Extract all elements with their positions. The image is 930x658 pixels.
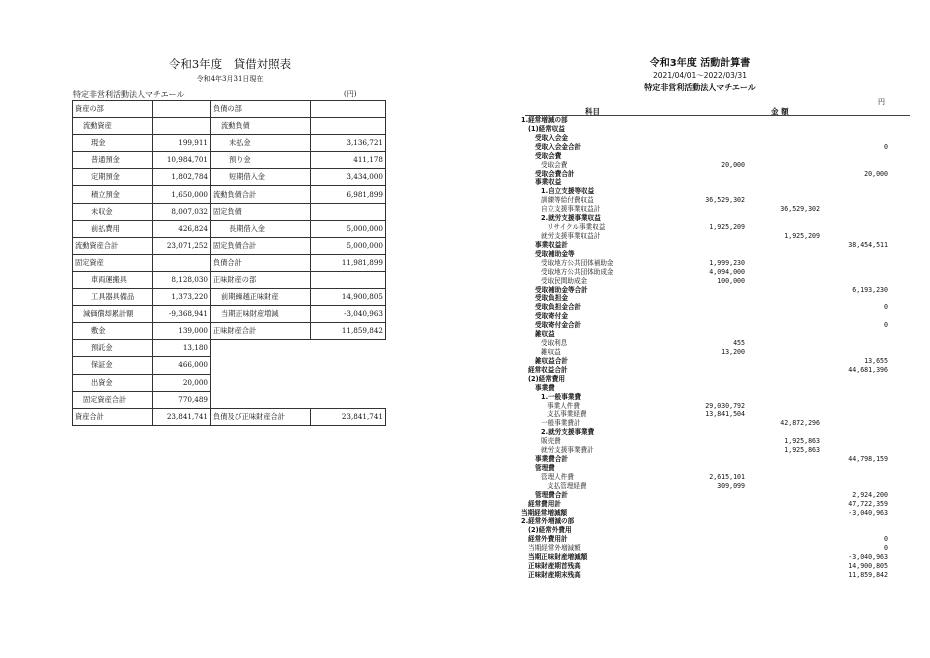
activity-amount: 36,529,302 <box>705 196 745 205</box>
activity-amount: 1,925,209 <box>709 223 745 232</box>
activity-item-label: 支払管理経費 <box>547 481 587 490</box>
activity-item-label: 受取寄付金合計 <box>535 321 582 330</box>
blank-cell <box>211 357 386 374</box>
activity-amount: 36,529,302 <box>780 205 820 214</box>
activity-item-label: 当期経常増減額 <box>521 508 568 517</box>
activity-item-label: 雑収益 <box>541 347 561 356</box>
activity-amount: 309,099 <box>717 481 745 490</box>
amount-value: 770,489 <box>153 391 211 408</box>
activity-row <box>495 553 915 562</box>
activity-amount: 14,900,805 <box>848 562 888 571</box>
balance-sheet-page <box>30 20 430 640</box>
amount-value: 23,841,741 <box>311 408 386 425</box>
balance-sheet-row <box>73 220 386 237</box>
activity-row <box>495 384 915 393</box>
activity-item-label: リサイクル事業収益 <box>547 223 606 232</box>
amount-value: -3,040,963 <box>311 306 386 323</box>
amount-value: 139,000 <box>153 323 211 340</box>
activity-row <box>495 259 915 268</box>
activity-item-label: 管理費 <box>535 463 555 472</box>
activity-amount: 20,000 <box>721 160 745 169</box>
account-name: 前払費用 <box>73 220 153 237</box>
amount-value: 199,911 <box>153 135 211 152</box>
activity-item-label: 雑収益合計 <box>535 356 568 365</box>
account-name: 資産合計 <box>73 408 153 425</box>
account-name: 未収金 <box>73 203 153 220</box>
activity-row <box>495 357 915 366</box>
account-name: 流動資産 <box>73 118 153 135</box>
amount-value: 3,136,721 <box>311 135 386 152</box>
amount-value: 426,824 <box>153 220 211 237</box>
account-name: 敷金 <box>73 323 153 340</box>
activity-amount: 1,925,863 <box>784 446 820 455</box>
activity-statement-page <box>495 20 915 640</box>
activity-amount: 0 <box>884 142 888 151</box>
activity-row <box>495 348 915 357</box>
blank-cell <box>211 374 386 391</box>
account-name: 資産の部 <box>73 101 153 118</box>
activity-item-label: 経常収益合計 <box>528 365 568 374</box>
activity-item-label: 受取補助金等合計 <box>535 285 588 294</box>
activity-amount: 0 <box>884 321 888 330</box>
activity-statement-period: 2021/04/01～2022/03/31 <box>653 71 747 80</box>
activity-item-label: (2)経常外費用 <box>528 526 572 535</box>
amount-value: 20,000 <box>153 374 211 391</box>
amount-value <box>311 271 386 288</box>
activity-row <box>495 268 915 277</box>
activity-amount: 0 <box>884 303 888 312</box>
account-name: 負債及び正味財産合計 <box>211 408 311 425</box>
activity-amount: 1,999,230 <box>709 258 745 267</box>
account-name: 負債の部 <box>211 101 311 118</box>
account-name: 長期借入金 <box>211 220 311 237</box>
activity-item-label: 受取地方公共団体補助金 <box>541 258 614 267</box>
activity-amount: 13,655 <box>864 356 888 365</box>
activity-item-label: 自立支援事業収益計 <box>541 205 601 214</box>
balance-sheet-row <box>73 306 386 323</box>
activity-row <box>495 214 915 223</box>
balance-sheet-row <box>73 152 386 169</box>
amount-value: 5,000,000 <box>311 220 386 237</box>
activity-row <box>495 205 915 214</box>
activity-amount: 47,722,359 <box>848 499 888 508</box>
balance-sheet-table <box>72 100 386 426</box>
account-name: 現金 <box>73 135 153 152</box>
activity-item-label: 就労支援事業費計 <box>541 446 594 455</box>
activity-amount: 1,925,863 <box>784 437 820 446</box>
activity-row <box>495 161 915 170</box>
balance-sheet-title: 令和3年度 貸借対照表 <box>168 57 292 71</box>
activity-amount: -3,040,963 <box>848 508 888 517</box>
activity-amount: 44,681,396 <box>848 365 888 374</box>
activity-row <box>495 571 915 580</box>
activity-row <box>495 241 915 250</box>
activity-amount: 13,200 <box>721 347 745 356</box>
account-name: 流動負債 <box>211 118 311 135</box>
activity-item-label: 1.経常増減の部 <box>521 116 568 124</box>
activity-row <box>495 339 915 348</box>
activity-row <box>495 152 915 161</box>
activity-item-label: 受取民間助成金 <box>541 276 588 285</box>
amount-value: 8,128,030 <box>153 271 211 288</box>
activity-item-label: 2.就労支援事業費 <box>541 428 595 437</box>
balance-sheet-row <box>73 374 386 391</box>
amount-value: 14,900,805 <box>311 289 386 306</box>
balance-sheet-row <box>73 237 386 254</box>
account-name: 積立預金 <box>73 186 153 203</box>
activity-item-label: 正味財産期末残高 <box>528 571 581 580</box>
activity-row <box>495 250 915 259</box>
activity-row <box>495 366 915 375</box>
account-name: 固定負債 <box>211 203 311 220</box>
activity-row <box>495 312 915 321</box>
amount-value: 23,841,741 <box>153 408 211 425</box>
account-name: 正味財産の部 <box>211 271 311 288</box>
activity-amount: 6,193,230 <box>852 285 888 294</box>
activity-row <box>495 500 915 509</box>
activity-item-label: 受取会費 <box>535 151 562 160</box>
activity-row <box>495 393 915 402</box>
activity-item-label: 受取入会金合計 <box>535 142 582 151</box>
activity-amount: 455 <box>733 339 745 348</box>
activity-row <box>495 491 915 500</box>
account-name: 工具器具備品 <box>73 289 153 306</box>
activity-item-label: 支払事業経費 <box>547 410 587 419</box>
activity-item-label: (1)経常収益 <box>528 124 565 133</box>
balance-sheet-row <box>73 118 386 135</box>
balance-sheet-row <box>73 203 386 220</box>
activity-item-label: 管理費合計 <box>535 490 568 499</box>
activity-row <box>495 410 915 419</box>
activity-amount: 44,798,159 <box>848 455 888 464</box>
activity-item-label: 経常外費用計 <box>528 535 568 544</box>
amount-value: 6,981,899 <box>311 186 386 203</box>
amount-value <box>153 254 211 271</box>
activity-row <box>495 125 915 134</box>
activity-item-label: 就労支援事業収益計 <box>541 231 601 240</box>
activity-row <box>495 482 915 491</box>
activity-item-label: 正味財産期首残高 <box>528 562 581 571</box>
activity-row <box>495 134 915 143</box>
account-name: 未払金 <box>211 135 311 152</box>
account-name: 普通預金 <box>73 152 153 169</box>
activity-row <box>495 428 915 437</box>
amount-value: -9,368,941 <box>153 306 211 323</box>
amount-value: 1,373,220 <box>153 289 211 306</box>
header-amount: 金 額 <box>771 107 789 116</box>
activity-amount: 2,924,200 <box>852 490 888 499</box>
amount-value: 13,180 <box>153 340 211 357</box>
balance-sheet-row <box>73 408 386 425</box>
activity-amount: 38,454,511 <box>848 240 888 249</box>
activity-item-label: 受取入会金 <box>535 133 568 142</box>
amount-value <box>153 101 211 118</box>
activity-item-label: 受取補助金等 <box>535 249 575 258</box>
activity-amount: 11,859,842 <box>848 571 888 580</box>
amount-value: 411,178 <box>311 152 386 169</box>
activity-item-label: 2.就労支援事業収益 <box>541 214 601 223</box>
activity-row <box>495 562 915 571</box>
activity-row <box>495 535 915 544</box>
account-name: 車両運搬具 <box>73 271 153 288</box>
activity-item-label: 1.一般事業費 <box>541 392 582 401</box>
balance-sheet-row <box>73 186 386 203</box>
activity-item-label: 受取負担金合計 <box>535 303 582 312</box>
amount-value: 1,650,000 <box>153 186 211 203</box>
balance-sheet-row <box>73 289 386 306</box>
account-name: 正味財産合計 <box>211 323 311 340</box>
account-name: 流動負債合計 <box>211 186 311 203</box>
activity-row <box>495 232 915 241</box>
activity-amount: 0 <box>884 535 888 544</box>
balance-sheet-row <box>73 357 386 374</box>
activity-amount: 42,872,296 <box>780 419 820 428</box>
activity-row <box>495 321 915 330</box>
activity-row <box>495 526 915 535</box>
activity-row <box>495 303 915 312</box>
activity-item-label: 当期経常外増減額 <box>528 544 581 553</box>
activity-row <box>495 419 915 428</box>
activity-row <box>495 375 915 384</box>
balance-sheet-date: 令和4年3月31日現在 <box>196 75 264 83</box>
activity-amount: 29,030,792 <box>705 401 745 410</box>
account-name: 固定資産 <box>73 254 153 271</box>
activity-statement-unit: 円 <box>878 98 885 106</box>
balance-sheet-row <box>73 323 386 340</box>
activity-item-label: 販売費 <box>541 437 561 446</box>
activity-amount: 13,841,504 <box>705 410 745 419</box>
activity-row <box>495 187 915 196</box>
amount-value: 8,007,032 <box>153 203 211 220</box>
account-name: 定期預金 <box>73 169 153 186</box>
balance-sheet-org: 特定非営利活動法人マチエール <box>73 90 185 99</box>
activity-item-label: 受取会費合計 <box>535 169 575 178</box>
activity-item-label: 受取寄付金 <box>535 312 568 321</box>
balance-sheet-row <box>73 101 386 118</box>
amount-value: 5,000,000 <box>311 237 386 254</box>
account-name: 保証金 <box>73 357 153 374</box>
activity-row <box>495 116 915 125</box>
activity-row <box>495 277 915 286</box>
activity-item-label: 受取会費 <box>541 160 568 169</box>
activity-item-label: 事業収益 <box>535 178 562 187</box>
amount-value: 3,434,000 <box>311 169 386 186</box>
balance-sheet-row <box>73 169 386 186</box>
activity-statement-rows <box>495 116 915 580</box>
activity-item-label: 1.自立支援等収益 <box>541 187 595 196</box>
activity-item-label: 事業収益計 <box>535 240 568 249</box>
account-name: 固定資産合計 <box>73 391 153 408</box>
amount-value <box>311 118 386 135</box>
activity-statement-org: 特定非営利活動法人マチエール <box>644 83 756 92</box>
account-name: 預託金 <box>73 340 153 357</box>
activity-item-label: 管理人件費 <box>541 472 574 481</box>
activity-row <box>495 143 915 152</box>
account-name: 固定負債合計 <box>211 237 311 254</box>
activity-row <box>495 330 915 339</box>
account-name: 出資金 <box>73 374 153 391</box>
amount-value: 11,859,842 <box>311 323 386 340</box>
activity-row <box>495 446 915 455</box>
activity-row <box>495 455 915 464</box>
activity-item-label: 事業費 <box>535 383 555 392</box>
amount-value <box>311 101 386 118</box>
amount-value: 11,981,899 <box>311 254 386 271</box>
activity-amount: 100,000 <box>717 276 745 285</box>
activity-item-label: 2.経常外増減の部 <box>521 517 575 526</box>
activity-amount: 20,000 <box>864 169 888 178</box>
balance-sheet-row <box>73 271 386 288</box>
activity-item-label: 雑収益 <box>535 330 555 339</box>
activity-item-label: 当期正味財産増減額 <box>528 553 588 562</box>
activity-row <box>495 544 915 553</box>
amount-value: 1,802,784 <box>153 169 211 186</box>
activity-amount: 0 <box>884 544 888 553</box>
activity-row <box>495 464 915 473</box>
amount-value <box>153 118 211 135</box>
balance-sheet-unit: (円) <box>344 90 357 98</box>
amount-value: 10,984,701 <box>153 152 211 169</box>
account-name: 減価償却累計額 <box>73 306 153 323</box>
account-name: 前期繰越正味財産 <box>211 289 311 306</box>
balance-sheet-row <box>73 340 386 357</box>
activity-item-label: (2)経常費用 <box>528 374 565 383</box>
activity-statement-title: 令和3年度 活動計算書 <box>649 58 751 69</box>
account-name: 流動資産合計 <box>73 237 153 254</box>
activity-item-label: 受取利息 <box>541 339 568 348</box>
amount-value: 23,071,252 <box>153 237 211 254</box>
activity-item-label: 経常費用計 <box>528 499 561 508</box>
blank-cell <box>211 340 386 357</box>
account-name: 短期借入金 <box>211 169 311 186</box>
activity-amount: 2,615,101 <box>709 472 745 481</box>
activity-row <box>495 223 915 232</box>
activity-item-label: 一般事業費計 <box>541 419 581 428</box>
activity-amount: 1,925,209 <box>784 231 820 240</box>
balance-sheet-row <box>73 254 386 271</box>
activity-item-label: 事業費合計 <box>535 455 568 464</box>
account-name: 預り金 <box>211 152 311 169</box>
activity-row <box>495 437 915 446</box>
activity-amount: 4,094,000 <box>709 267 745 276</box>
activity-row <box>495 196 915 205</box>
account-name: 当期正味財産増減 <box>211 306 311 323</box>
activity-item-label: 受取負担金 <box>535 294 568 303</box>
activity-row <box>495 473 915 482</box>
account-name: 負債合計 <box>211 254 311 271</box>
activity-item-label: 事業人件費 <box>547 401 580 410</box>
balance-sheet-row <box>73 391 386 408</box>
balance-sheet-row <box>73 135 386 152</box>
activity-item-label: 受取地方公共団体助成金 <box>541 267 614 276</box>
activity-amount: -3,040,963 <box>848 553 888 562</box>
amount-value: 466,000 <box>153 357 211 374</box>
header-item: 科目 <box>585 107 600 116</box>
blank-cell <box>211 391 386 408</box>
amount-value <box>311 203 386 220</box>
activity-item-label: 訓練等給付費収益 <box>541 196 594 205</box>
